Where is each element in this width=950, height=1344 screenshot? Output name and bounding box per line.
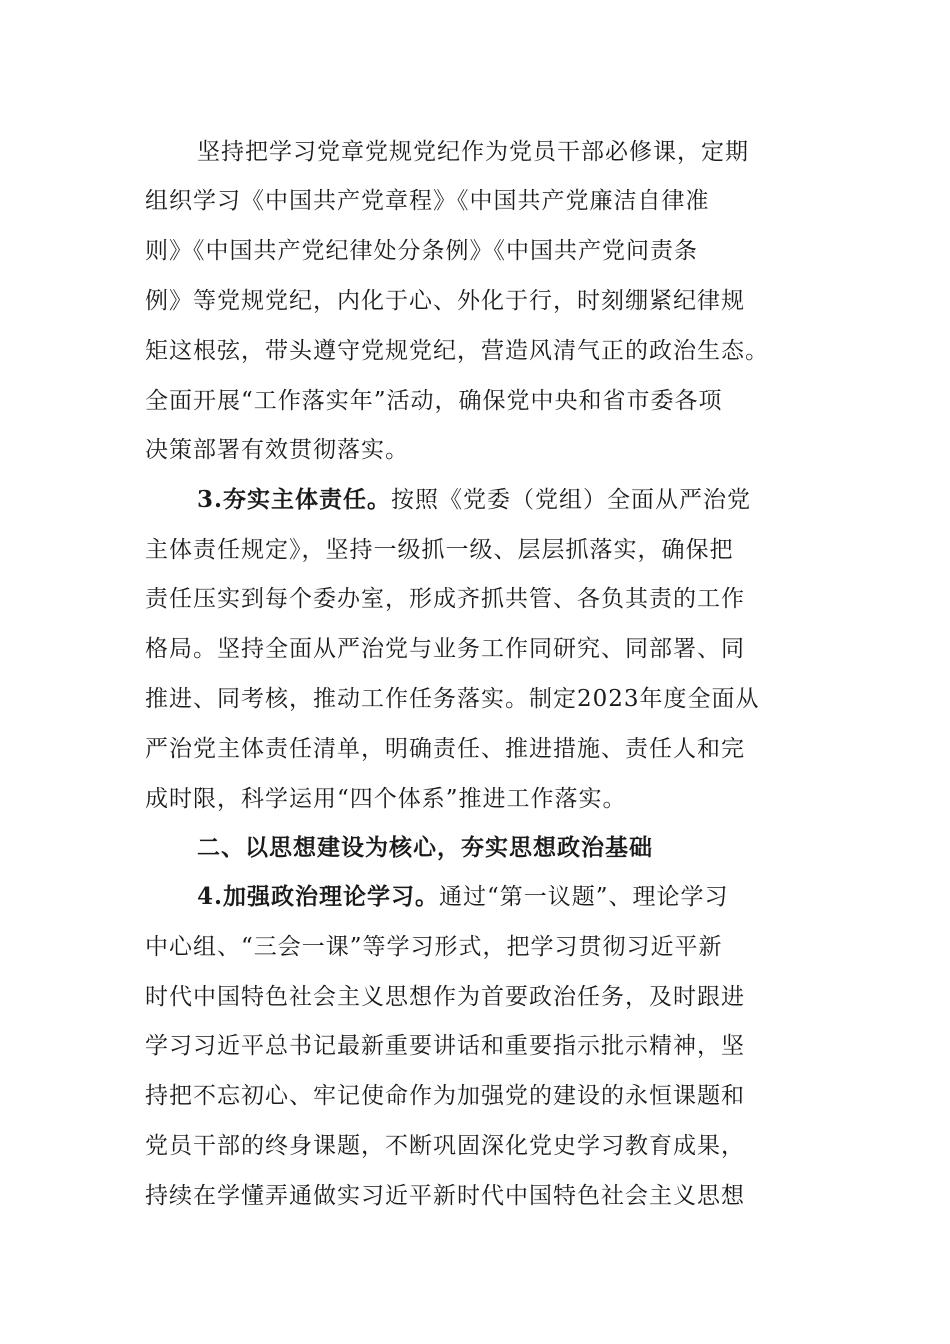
paragraph-line: 主体责任规定》，坚持一级抓一级、层层抓落实，确保把 [145,537,734,563]
paragraph-line: 中心组、“三会一课”等学习形式，把学习贯彻习近平新 [145,934,723,960]
paragraph-heading: 4.加强政治理论学习。 [197,883,440,910]
paragraph-line: 决策部署有效贯彻落实。 [145,437,409,463]
paragraph-line: 持把不忘初心、牢记使命作为加强党的建设的永恒课题和 [145,1083,745,1109]
paragraph-heading: 3.夯实主体责任。 [197,486,392,513]
paragraph-line: 矩这根弦，带头遵守党规党纪，营造风清气正的政治生态。 [145,338,769,364]
paragraph-first-line [197,485,751,515]
paragraph-line: 则》《中国共产党纪律处分条例》《中国共产党问责条 [145,238,698,264]
paragraph-first-line [197,882,729,912]
paragraph-line: 推进、同考核，推动工作任务落实。制定2023年度全面从 [145,686,760,712]
paragraph-line: 坚持把学习党章党规党纪作为党员干部必修课，定期 [197,139,749,165]
paragraph-line: 时代中国特色社会主义思想作为首要政治任务，及时跟进 [145,984,745,1010]
paragraph-line: 全面开展“工作落实年”活动，确保党中央和省市委各项 [145,388,723,414]
paragraph-text: 按照《党委（党组）全面从严治党 [391,487,752,513]
paragraph-line: 严治党主体责任清单，明确责任、推进措施、责任人和完 [145,736,745,762]
paragraph-text: 通过“第一议题”、理论学习 [439,884,729,910]
paragraph-line: 党员干部的终身课题，不断巩固深化党史学习教育成果， [145,1133,745,1159]
paragraph-line: 例》等党规党纪，内化于心、外化于行，时刻绷紧纪律规 [145,288,745,314]
paragraph-line: 格局。坚持全面从严治党与业务工作同研究、同部署、同 [145,636,745,662]
paragraph-line: 责任压实到每个委办室，形成齐抓共管、各负其责的工作 [145,586,745,612]
paragraph-line: 成时限，科学运用“四个体系”推进工作落实。 [145,786,627,812]
paragraph-line: 持续在学懂弄通做实习近平新时代中国特色社会主义思想 [145,1183,745,1209]
paragraph-line: 组织学习《中国共产党章程》《中国共产党廉洁自律准 [145,188,710,214]
section-heading: 二、以思想建设为核心，夯实思想政治基础 [197,834,653,861]
paragraph-line: 学习习近平总书记最新重要讲话和重要指示批示精神，坚 [145,1033,745,1059]
